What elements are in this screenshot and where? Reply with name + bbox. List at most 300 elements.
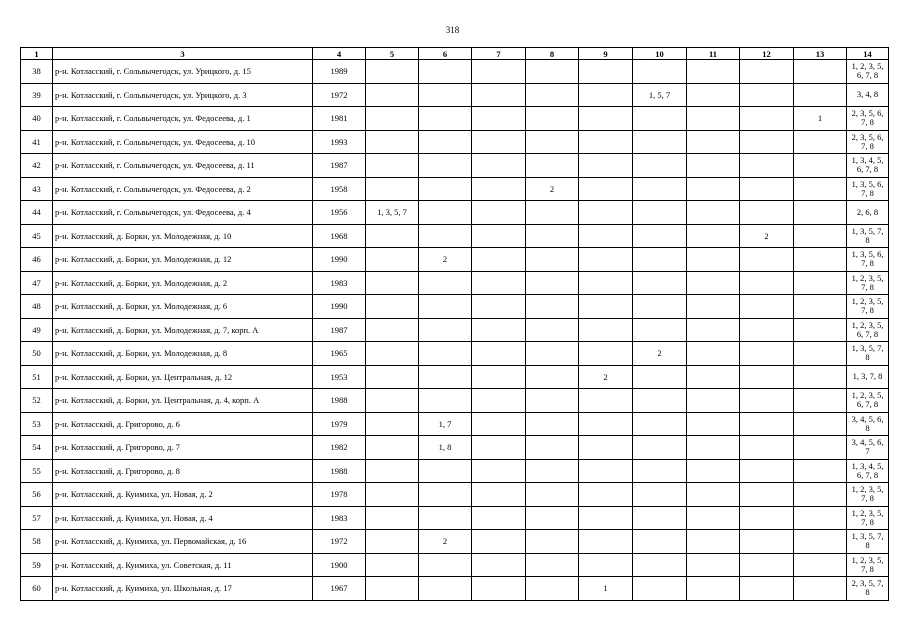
col-9-cell	[579, 436, 633, 460]
col-7-cell	[472, 60, 526, 84]
year-cell: 1978	[313, 483, 366, 507]
col-13-cell: 1	[794, 107, 847, 131]
table-row	[21, 389, 889, 413]
col-10-cell	[633, 483, 687, 507]
col-9-cell	[579, 318, 633, 342]
col-7-cell	[472, 201, 526, 225]
col-8-cell	[526, 83, 579, 107]
row-number-cell: 45	[21, 224, 53, 248]
col-14-cell: 1, 2, 3, 5, 7, 8	[847, 506, 889, 530]
row-number-cell: 52	[21, 389, 53, 413]
col-7-cell	[472, 483, 526, 507]
col-9-cell: 2	[579, 365, 633, 389]
col-9-cell	[579, 177, 633, 201]
col-13-cell	[794, 412, 847, 436]
page-number: 318	[445, 25, 460, 35]
col-8-cell: 2	[526, 177, 579, 201]
col-6-cell	[419, 389, 472, 413]
row-number-cell: 55	[21, 459, 53, 483]
table-row	[21, 506, 889, 530]
col-5-cell	[366, 60, 419, 84]
col-7-cell	[472, 553, 526, 577]
col-13-cell	[794, 530, 847, 554]
col-12-cell	[740, 295, 794, 319]
col-12-cell	[740, 130, 794, 154]
col-13-cell	[794, 83, 847, 107]
col-12-cell	[740, 506, 794, 530]
column-header: 14	[847, 48, 889, 60]
col-7-cell	[472, 248, 526, 272]
col-8-cell	[526, 130, 579, 154]
table-row	[21, 459, 889, 483]
col-8-cell	[526, 154, 579, 178]
col-13-cell	[794, 553, 847, 577]
column-header: 8	[526, 48, 579, 60]
col-14-cell: 1, 3, 5, 7, 8	[847, 342, 889, 366]
col-8-cell	[526, 577, 579, 601]
col-12-cell	[740, 318, 794, 342]
address-cell: р-н. Котласский, д. Григорово, д. 7	[53, 436, 313, 460]
address-cell: р-н. Котласский, г. Сольвычегодск, ул. Федосеева, д. 4	[53, 201, 313, 225]
column-header: 1	[21, 48, 53, 60]
col-11-cell	[687, 224, 740, 248]
row-number-cell: 57	[21, 506, 53, 530]
address-cell: р-н. Котласский, д. Куимиха, ул. Новая, д. 2	[53, 483, 313, 507]
col-11-cell	[687, 365, 740, 389]
col-5-cell	[366, 248, 419, 272]
column-header: 3	[53, 48, 313, 60]
col-7-cell	[472, 365, 526, 389]
col-5-cell	[366, 506, 419, 530]
col-10-cell	[633, 506, 687, 530]
col-13-cell	[794, 506, 847, 530]
col-10-cell	[633, 436, 687, 460]
address-cell: р-н. Котласский, г. Сольвычегодск, ул. Федосеева, д. 11	[53, 154, 313, 178]
col-11-cell	[687, 389, 740, 413]
col-7-cell	[472, 295, 526, 319]
col-11-cell	[687, 248, 740, 272]
table-row	[21, 224, 889, 248]
table-row	[21, 342, 889, 366]
col-11-cell	[687, 177, 740, 201]
col-5-cell	[366, 483, 419, 507]
col-7-cell	[472, 530, 526, 554]
year-cell: 1983	[313, 506, 366, 530]
col-11-cell	[687, 436, 740, 460]
col-13-cell	[794, 295, 847, 319]
row-number-cell: 50	[21, 342, 53, 366]
table-row	[21, 483, 889, 507]
col-10-cell	[633, 248, 687, 272]
col-6-cell: 1, 8	[419, 436, 472, 460]
address-cell: р-н. Котласский, г. Сольвычегодск, ул. Федосеева, д. 1	[53, 107, 313, 131]
col-9-cell	[579, 483, 633, 507]
col-8-cell	[526, 412, 579, 436]
col-12-cell	[740, 412, 794, 436]
year-cell: 1972	[313, 83, 366, 107]
col-8-cell	[526, 506, 579, 530]
col-13-cell	[794, 177, 847, 201]
col-9-cell	[579, 224, 633, 248]
col-14-cell: 1, 2, 3, 5, 6, 7, 8	[847, 318, 889, 342]
table-row	[21, 295, 889, 319]
col-10-cell	[633, 130, 687, 154]
col-7-cell	[472, 177, 526, 201]
col-6-cell	[419, 483, 472, 507]
col-11-cell	[687, 130, 740, 154]
col-8-cell	[526, 271, 579, 295]
col-6-cell	[419, 224, 472, 248]
col-8-cell	[526, 459, 579, 483]
col-13-cell	[794, 201, 847, 225]
column-header: 13	[794, 48, 847, 60]
col-6-cell	[419, 295, 472, 319]
col-5-cell	[366, 271, 419, 295]
col-5-cell	[366, 389, 419, 413]
col-11-cell	[687, 318, 740, 342]
col-14-cell: 1, 3, 5, 6, 7, 8	[847, 177, 889, 201]
col-14-cell: 1, 2, 3, 5, 7, 8	[847, 553, 889, 577]
col-6-cell	[419, 365, 472, 389]
column-header: 6	[419, 48, 472, 60]
col-7-cell	[472, 577, 526, 601]
year-cell: 1990	[313, 295, 366, 319]
year-cell: 1989	[313, 60, 366, 84]
col-14-cell: 1, 3, 4, 5, 6, 7, 8	[847, 154, 889, 178]
row-number-cell: 48	[21, 295, 53, 319]
col-5-cell	[366, 365, 419, 389]
col-11-cell	[687, 577, 740, 601]
year-cell: 1981	[313, 107, 366, 131]
address-cell: р-н. Котласский, д. Борки, ул. Центральная, д. 4, корп. А	[53, 389, 313, 413]
col-8-cell	[526, 530, 579, 554]
col-5-cell	[366, 177, 419, 201]
col-14-cell: 1, 3, 5, 7, 8	[847, 530, 889, 554]
address-cell: р-н. Котласский, д. Куимиха, ул. Советская, д. 11	[53, 553, 313, 577]
col-6-cell	[419, 60, 472, 84]
col-12-cell	[740, 60, 794, 84]
col-11-cell	[687, 412, 740, 436]
col-5-cell	[366, 295, 419, 319]
col-5-cell	[366, 342, 419, 366]
table-row	[21, 60, 889, 84]
col-13-cell	[794, 577, 847, 601]
col-8-cell	[526, 318, 579, 342]
col-13-cell	[794, 365, 847, 389]
col-9-cell	[579, 154, 633, 178]
column-header: 5	[366, 48, 419, 60]
col-9-cell	[579, 248, 633, 272]
row-number-cell: 39	[21, 83, 53, 107]
table-body	[21, 60, 889, 601]
row-number-cell: 51	[21, 365, 53, 389]
col-14-cell: 1, 2, 3, 5, 6, 7, 8	[847, 389, 889, 413]
row-number-cell: 41	[21, 130, 53, 154]
col-6-cell	[419, 506, 472, 530]
table-row	[21, 83, 889, 107]
row-number-cell: 38	[21, 60, 53, 84]
col-12-cell	[740, 177, 794, 201]
table-row	[21, 154, 889, 178]
col-5-cell	[366, 412, 419, 436]
col-6-cell: 2	[419, 248, 472, 272]
col-13-cell	[794, 389, 847, 413]
col-14-cell: 1, 3, 4, 5, 6, 7, 8	[847, 459, 889, 483]
col-9-cell	[579, 107, 633, 131]
col-13-cell	[794, 483, 847, 507]
col-13-cell	[794, 224, 847, 248]
col-12-cell	[740, 365, 794, 389]
col-5-cell	[366, 224, 419, 248]
col-9-cell	[579, 60, 633, 84]
col-6-cell	[419, 107, 472, 131]
address-cell: р-н. Котласский, д. Борки, ул. Молодежная, д. 12	[53, 248, 313, 272]
col-12-cell	[740, 553, 794, 577]
address-cell: р-н. Котласский, д. Куимиха, ул. Школьная, д. 17	[53, 577, 313, 601]
column-header: 4	[313, 48, 366, 60]
table-row	[21, 412, 889, 436]
address-cell: р-н. Котласский, д. Борки, ул. Молодежная, д. 8	[53, 342, 313, 366]
row-number-cell: 53	[21, 412, 53, 436]
col-9-cell	[579, 342, 633, 366]
address-cell: р-н. Котласский, д. Григорово, д. 6	[53, 412, 313, 436]
col-12-cell	[740, 201, 794, 225]
col-7-cell	[472, 130, 526, 154]
col-8-cell	[526, 365, 579, 389]
housing-register-table	[20, 47, 889, 601]
col-10-cell	[633, 389, 687, 413]
table-row	[21, 130, 889, 154]
col-14-cell: 2, 6, 8	[847, 201, 889, 225]
row-number-cell: 43	[21, 177, 53, 201]
col-6-cell	[419, 130, 472, 154]
col-5-cell	[366, 459, 419, 483]
col-12-cell	[740, 107, 794, 131]
col-8-cell	[526, 248, 579, 272]
col-12-cell	[740, 530, 794, 554]
col-5-cell	[366, 154, 419, 178]
table-row	[21, 365, 889, 389]
col-14-cell: 1, 3, 5, 7, 8	[847, 224, 889, 248]
table-row	[21, 201, 889, 225]
col-8-cell	[526, 224, 579, 248]
col-10-cell	[633, 107, 687, 131]
col-7-cell	[472, 436, 526, 460]
col-6-cell	[419, 154, 472, 178]
table-row	[21, 530, 889, 554]
year-cell: 1972	[313, 530, 366, 554]
column-header: 7	[472, 48, 526, 60]
col-7-cell	[472, 459, 526, 483]
col-12-cell	[740, 248, 794, 272]
table-row	[21, 436, 889, 460]
col-7-cell	[472, 83, 526, 107]
col-14-cell: 3, 4, 8	[847, 83, 889, 107]
address-cell: р-н. Котласский, г. Сольвычегодск, ул. Федосеева, д. 10	[53, 130, 313, 154]
row-number-cell: 60	[21, 577, 53, 601]
year-cell: 1993	[313, 130, 366, 154]
year-cell: 1968	[313, 224, 366, 248]
col-7-cell	[472, 107, 526, 131]
col-10-cell	[633, 412, 687, 436]
address-cell: р-н. Котласский, г. Сольвычегодск, ул. Урицкого, д. 15	[53, 60, 313, 84]
col-11-cell	[687, 201, 740, 225]
address-cell: р-н. Котласский, д. Борки, ул. Молодежная, д. 10	[53, 224, 313, 248]
row-number-cell: 47	[21, 271, 53, 295]
year-cell: 1990	[313, 248, 366, 272]
table-row	[21, 318, 889, 342]
row-number-cell: 44	[21, 201, 53, 225]
year-cell: 1988	[313, 389, 366, 413]
col-12-cell	[740, 577, 794, 601]
year-cell: 1900	[313, 553, 366, 577]
col-6-cell	[419, 342, 472, 366]
col-14-cell: 2, 3, 5, 7, 8	[847, 577, 889, 601]
col-11-cell	[687, 483, 740, 507]
col-6-cell: 2	[419, 530, 472, 554]
col-5-cell	[366, 436, 419, 460]
col-8-cell	[526, 436, 579, 460]
col-14-cell: 1, 2, 3, 5, 7, 8	[847, 271, 889, 295]
col-14-cell: 1, 3, 7, 8	[847, 365, 889, 389]
col-8-cell	[526, 295, 579, 319]
table-row	[21, 271, 889, 295]
col-10-cell	[633, 271, 687, 295]
col-5-cell	[366, 83, 419, 107]
col-6-cell	[419, 459, 472, 483]
col-10-cell	[633, 201, 687, 225]
address-cell: р-н. Котласский, д. Борки, ул. Молодежная, д. 7, корп. А	[53, 318, 313, 342]
col-13-cell	[794, 154, 847, 178]
table-row	[21, 553, 889, 577]
col-13-cell	[794, 342, 847, 366]
col-11-cell	[687, 295, 740, 319]
col-11-cell	[687, 83, 740, 107]
col-6-cell	[419, 553, 472, 577]
row-number-cell: 49	[21, 318, 53, 342]
col-9-cell: 1	[579, 577, 633, 601]
year-cell: 1982	[313, 436, 366, 460]
col-14-cell: 2, 3, 5, 6, 7, 8	[847, 130, 889, 154]
col-7-cell	[472, 154, 526, 178]
table-row	[21, 107, 889, 131]
year-cell: 1958	[313, 177, 366, 201]
col-11-cell	[687, 553, 740, 577]
col-9-cell	[579, 530, 633, 554]
column-header: 12	[740, 48, 794, 60]
col-8-cell	[526, 60, 579, 84]
table-row	[21, 177, 889, 201]
col-14-cell: 1, 2, 3, 5, 7, 8	[847, 483, 889, 507]
year-cell: 1983	[313, 271, 366, 295]
col-10-cell: 1, 5, 7	[633, 83, 687, 107]
col-10-cell	[633, 365, 687, 389]
col-8-cell	[526, 107, 579, 131]
col-9-cell	[579, 389, 633, 413]
row-number-cell: 58	[21, 530, 53, 554]
col-6-cell	[419, 83, 472, 107]
address-cell: р-н. Котласский, д. Борки, ул. Молодежная, д. 6	[53, 295, 313, 319]
row-number-cell: 46	[21, 248, 53, 272]
col-9-cell	[579, 553, 633, 577]
col-14-cell: 1, 3, 5, 6, 7, 8	[847, 248, 889, 272]
col-7-cell	[472, 412, 526, 436]
col-5-cell	[366, 130, 419, 154]
col-6-cell	[419, 177, 472, 201]
col-7-cell	[472, 342, 526, 366]
col-13-cell	[794, 318, 847, 342]
col-9-cell	[579, 201, 633, 225]
year-cell: 1956	[313, 201, 366, 225]
col-12-cell	[740, 154, 794, 178]
col-12-cell: 2	[740, 224, 794, 248]
col-8-cell	[526, 201, 579, 225]
col-9-cell	[579, 271, 633, 295]
col-12-cell	[740, 342, 794, 366]
address-cell: р-н. Котласский, д. Куимиха, ул. Первомайская, д. 16	[53, 530, 313, 554]
address-cell: р-н. Котласский, д. Куимиха, ул. Новая, д. 4	[53, 506, 313, 530]
col-13-cell	[794, 459, 847, 483]
col-8-cell	[526, 342, 579, 366]
col-10-cell	[633, 224, 687, 248]
col-10-cell	[633, 177, 687, 201]
col-9-cell	[579, 295, 633, 319]
col-14-cell: 1, 2, 3, 5, 7, 8	[847, 295, 889, 319]
year-cell: 1988	[313, 459, 366, 483]
col-11-cell	[687, 60, 740, 84]
col-10-cell	[633, 553, 687, 577]
col-11-cell	[687, 107, 740, 131]
col-10-cell	[633, 459, 687, 483]
col-13-cell	[794, 60, 847, 84]
year-cell: 1953	[313, 365, 366, 389]
col-10-cell	[633, 318, 687, 342]
col-7-cell	[472, 389, 526, 413]
col-9-cell	[579, 459, 633, 483]
col-13-cell	[794, 271, 847, 295]
col-11-cell	[687, 459, 740, 483]
col-6-cell	[419, 318, 472, 342]
col-12-cell	[740, 83, 794, 107]
col-5-cell	[366, 107, 419, 131]
column-header: 10	[633, 48, 687, 60]
table-row	[21, 248, 889, 272]
address-cell: р-н. Котласский, д. Борки, ул. Молодежная, д. 2	[53, 271, 313, 295]
col-6-cell: 1, 7	[419, 412, 472, 436]
col-12-cell	[740, 459, 794, 483]
table-row	[21, 577, 889, 601]
col-10-cell	[633, 60, 687, 84]
col-6-cell	[419, 577, 472, 601]
year-cell: 1987	[313, 318, 366, 342]
col-7-cell	[472, 506, 526, 530]
row-number-cell: 42	[21, 154, 53, 178]
col-7-cell	[472, 318, 526, 342]
col-11-cell	[687, 506, 740, 530]
col-14-cell: 3, 4, 5, 6, 8	[847, 412, 889, 436]
col-13-cell	[794, 248, 847, 272]
year-cell: 1965	[313, 342, 366, 366]
col-14-cell: 2, 3, 5, 6, 7, 8	[847, 107, 889, 131]
address-cell: р-н. Котласский, г. Сольвычегодск, ул. Урицкого, д. 3	[53, 83, 313, 107]
col-7-cell	[472, 224, 526, 248]
col-5-cell	[366, 577, 419, 601]
col-12-cell	[740, 271, 794, 295]
col-6-cell	[419, 271, 472, 295]
col-9-cell	[579, 506, 633, 530]
col-11-cell	[687, 342, 740, 366]
year-cell: 1967	[313, 577, 366, 601]
